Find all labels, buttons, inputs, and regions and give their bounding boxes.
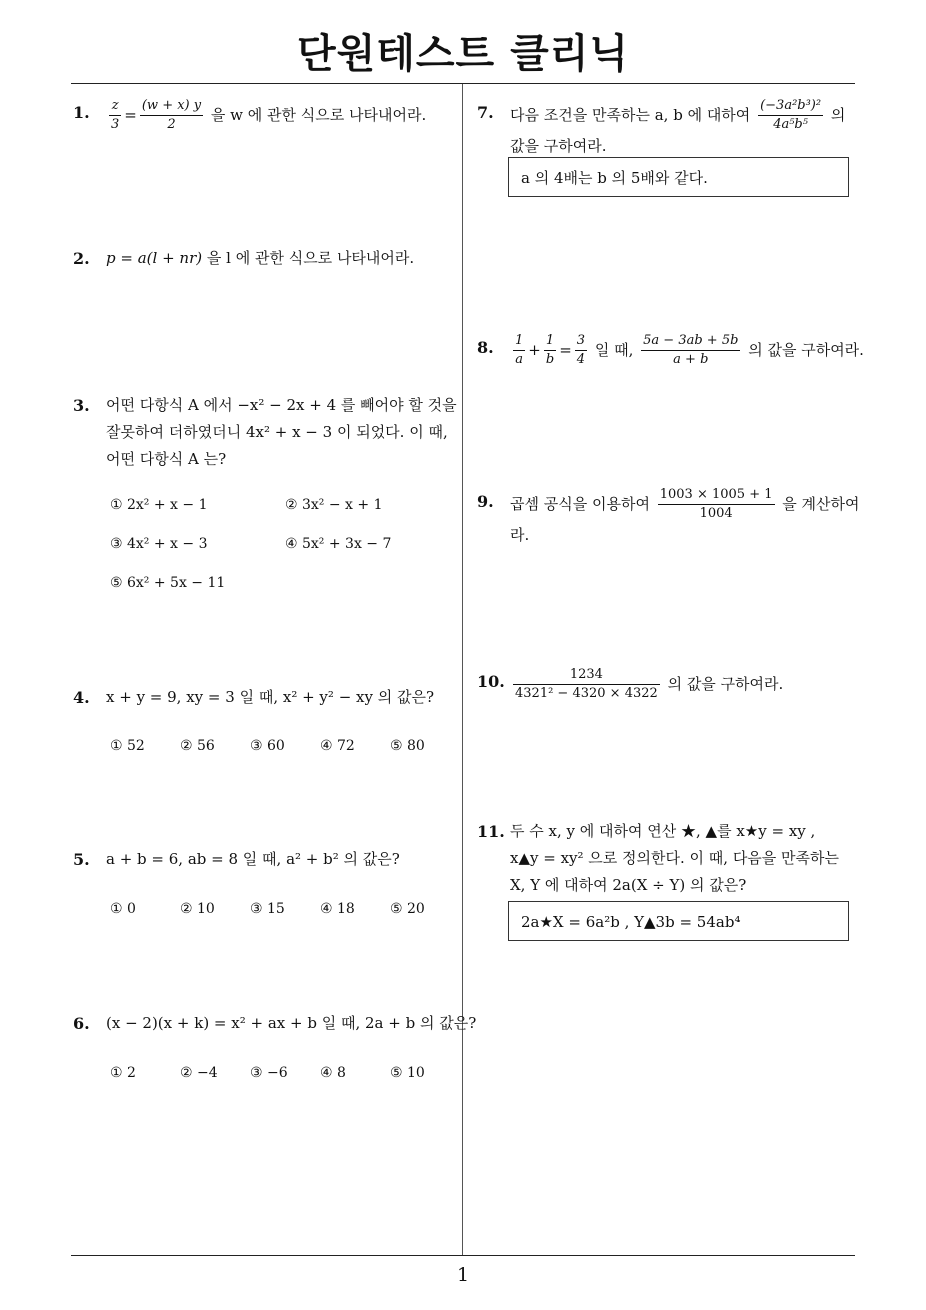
q3-line: 잘못하여 더하였더니 4x² + x − 3 이 되었다. 이 때, — [106, 423, 448, 441]
q3-choice-2[interactable]: ② 3x² − x + 1 — [285, 497, 383, 513]
q5-choice-5[interactable]: ⑤ 20 — [390, 901, 425, 917]
bottom-rule — [71, 1255, 855, 1256]
q11-line: 두 수 x, y 에 대하여 연산 ★, ▲를 x★y = xy , — [510, 822, 816, 840]
page-title: 단원테스트 클리닉 — [296, 31, 630, 77]
q3-choice-5[interactable]: ⑤ 6x² + 5x − 11 — [110, 575, 226, 591]
question-number: 2. — [73, 249, 90, 268]
q4-choice-2[interactable]: ② 56 — [180, 738, 215, 754]
q5-choice-4[interactable]: ④ 18 — [320, 901, 355, 917]
question-number: 8. — [477, 338, 494, 357]
q10-fraction: $\frac{1234}{\text{4321² − 4320 × 4322}}$ — [515, 667, 658, 702]
question-number: 5. — [73, 850, 90, 869]
q3-choice-4[interactable]: ④ 5x² + 3x − 7 — [285, 536, 392, 552]
question-number: 11. — [477, 822, 505, 841]
q6-choice-3[interactable]: ③ −6 — [250, 1065, 288, 1081]
question-number: 3. — [73, 396, 90, 415]
q11-line: x▲y = xy² 으로 정의한다. 이 때, 다음을 만족하는 — [510, 849, 840, 867]
column-divider — [462, 84, 463, 1256]
q11-condition-box: 2a★X = 6a²b , Y▲3b = 54ab⁴ — [508, 901, 849, 941]
q7-line2: 값을 구하여라. — [510, 136, 607, 155]
question-number: 9. — [477, 492, 494, 511]
question-number: 10. — [477, 672, 505, 691]
q7-text: 다음 조건을 만족하는 a, b 에 대하여 — [510, 105, 751, 124]
q4-text: x + y = 9, xy = 3 일 때, x² + y² − xy 의 값은? — [106, 688, 435, 706]
q5-choice-3[interactable]: ③ 15 — [250, 901, 285, 917]
q1-text: 을 w 에 관한 식으로 나타내어라. — [210, 105, 427, 124]
q4-choice-5[interactable]: ⑤ 80 — [390, 738, 425, 754]
q3-line: 어떤 다항식 A 에서 −x² − 2x + 4 를 빼어야 할 것을 — [106, 396, 457, 414]
question-number: 4. — [73, 688, 90, 707]
question-number: 7. — [477, 103, 494, 122]
q2-text: 을 l 에 관한 식으로 나타내어라. — [206, 249, 415, 267]
q3-choice-1[interactable]: ① 2x² + x − 1 — [110, 497, 208, 513]
q6-text: (x − 2)(x + k) = x² + ax + b 일 때, 2a + b 의 값은? — [106, 1014, 477, 1032]
q7-fraction: $\frac{\text{(−3a²b³)²}}{\text{4a⁵b⁵}}$ — [760, 98, 822, 133]
q5-choice-2[interactable]: ② 10 — [180, 901, 215, 917]
q5-text: a + b = 6, ab = 8 일 때, a² + b² 의 값은? — [106, 850, 400, 868]
q1-lhs-fraction: $\frac{z}{3}$ — [111, 98, 120, 133]
question-number: 6. — [73, 1014, 90, 1033]
q11-line: X, Y 에 대하여 2a(X ÷ Y) 의 값은? — [510, 876, 747, 894]
q4-choice-4[interactable]: ④ 72 — [320, 738, 355, 754]
q3-choice-3[interactable]: ③ 4x² + x − 3 — [110, 536, 208, 552]
q8-fraction: $\frac{5a - 3ab + 5b}{a + b}$ — [643, 333, 739, 368]
question-number: 1. — [73, 103, 90, 122]
q9-line2: 라. — [510, 525, 530, 544]
q4-choice-1[interactable]: ① 52 — [110, 738, 145, 754]
q8-text: 의 값을 구하여라. — [748, 340, 864, 359]
q1-rhs-fraction: $\frac{(w + x) y}{2}$ — [141, 98, 202, 133]
q7-condition-box: a 의 4배는 b 의 5배와 같다. — [508, 157, 849, 197]
q9-text: 곱셈 공식을 이용하여 — [510, 494, 650, 513]
q10-text: 의 값을 구하여라. — [667, 674, 784, 693]
top-rule — [71, 83, 855, 84]
q5-choice-1[interactable]: ① 0 — [110, 901, 136, 917]
q6-choice-5[interactable]: ⑤ 10 — [390, 1065, 425, 1081]
q2-expression: p = a(l + nr) — [106, 249, 203, 267]
page-number: 1 — [456, 1264, 470, 1286]
q6-choice-4[interactable]: ④ 8 — [320, 1065, 346, 1081]
q4-choice-3[interactable]: ③ 60 — [250, 738, 285, 754]
q3-line: 어떤 다항식 A 는? — [106, 450, 227, 468]
q6-choice-1[interactable]: ① 2 — [110, 1065, 136, 1081]
q6-choice-2[interactable]: ② −4 — [180, 1065, 218, 1081]
q9-fraction: $\frac{1003 \times 1005 + 1}{1004}$ — [659, 487, 773, 522]
